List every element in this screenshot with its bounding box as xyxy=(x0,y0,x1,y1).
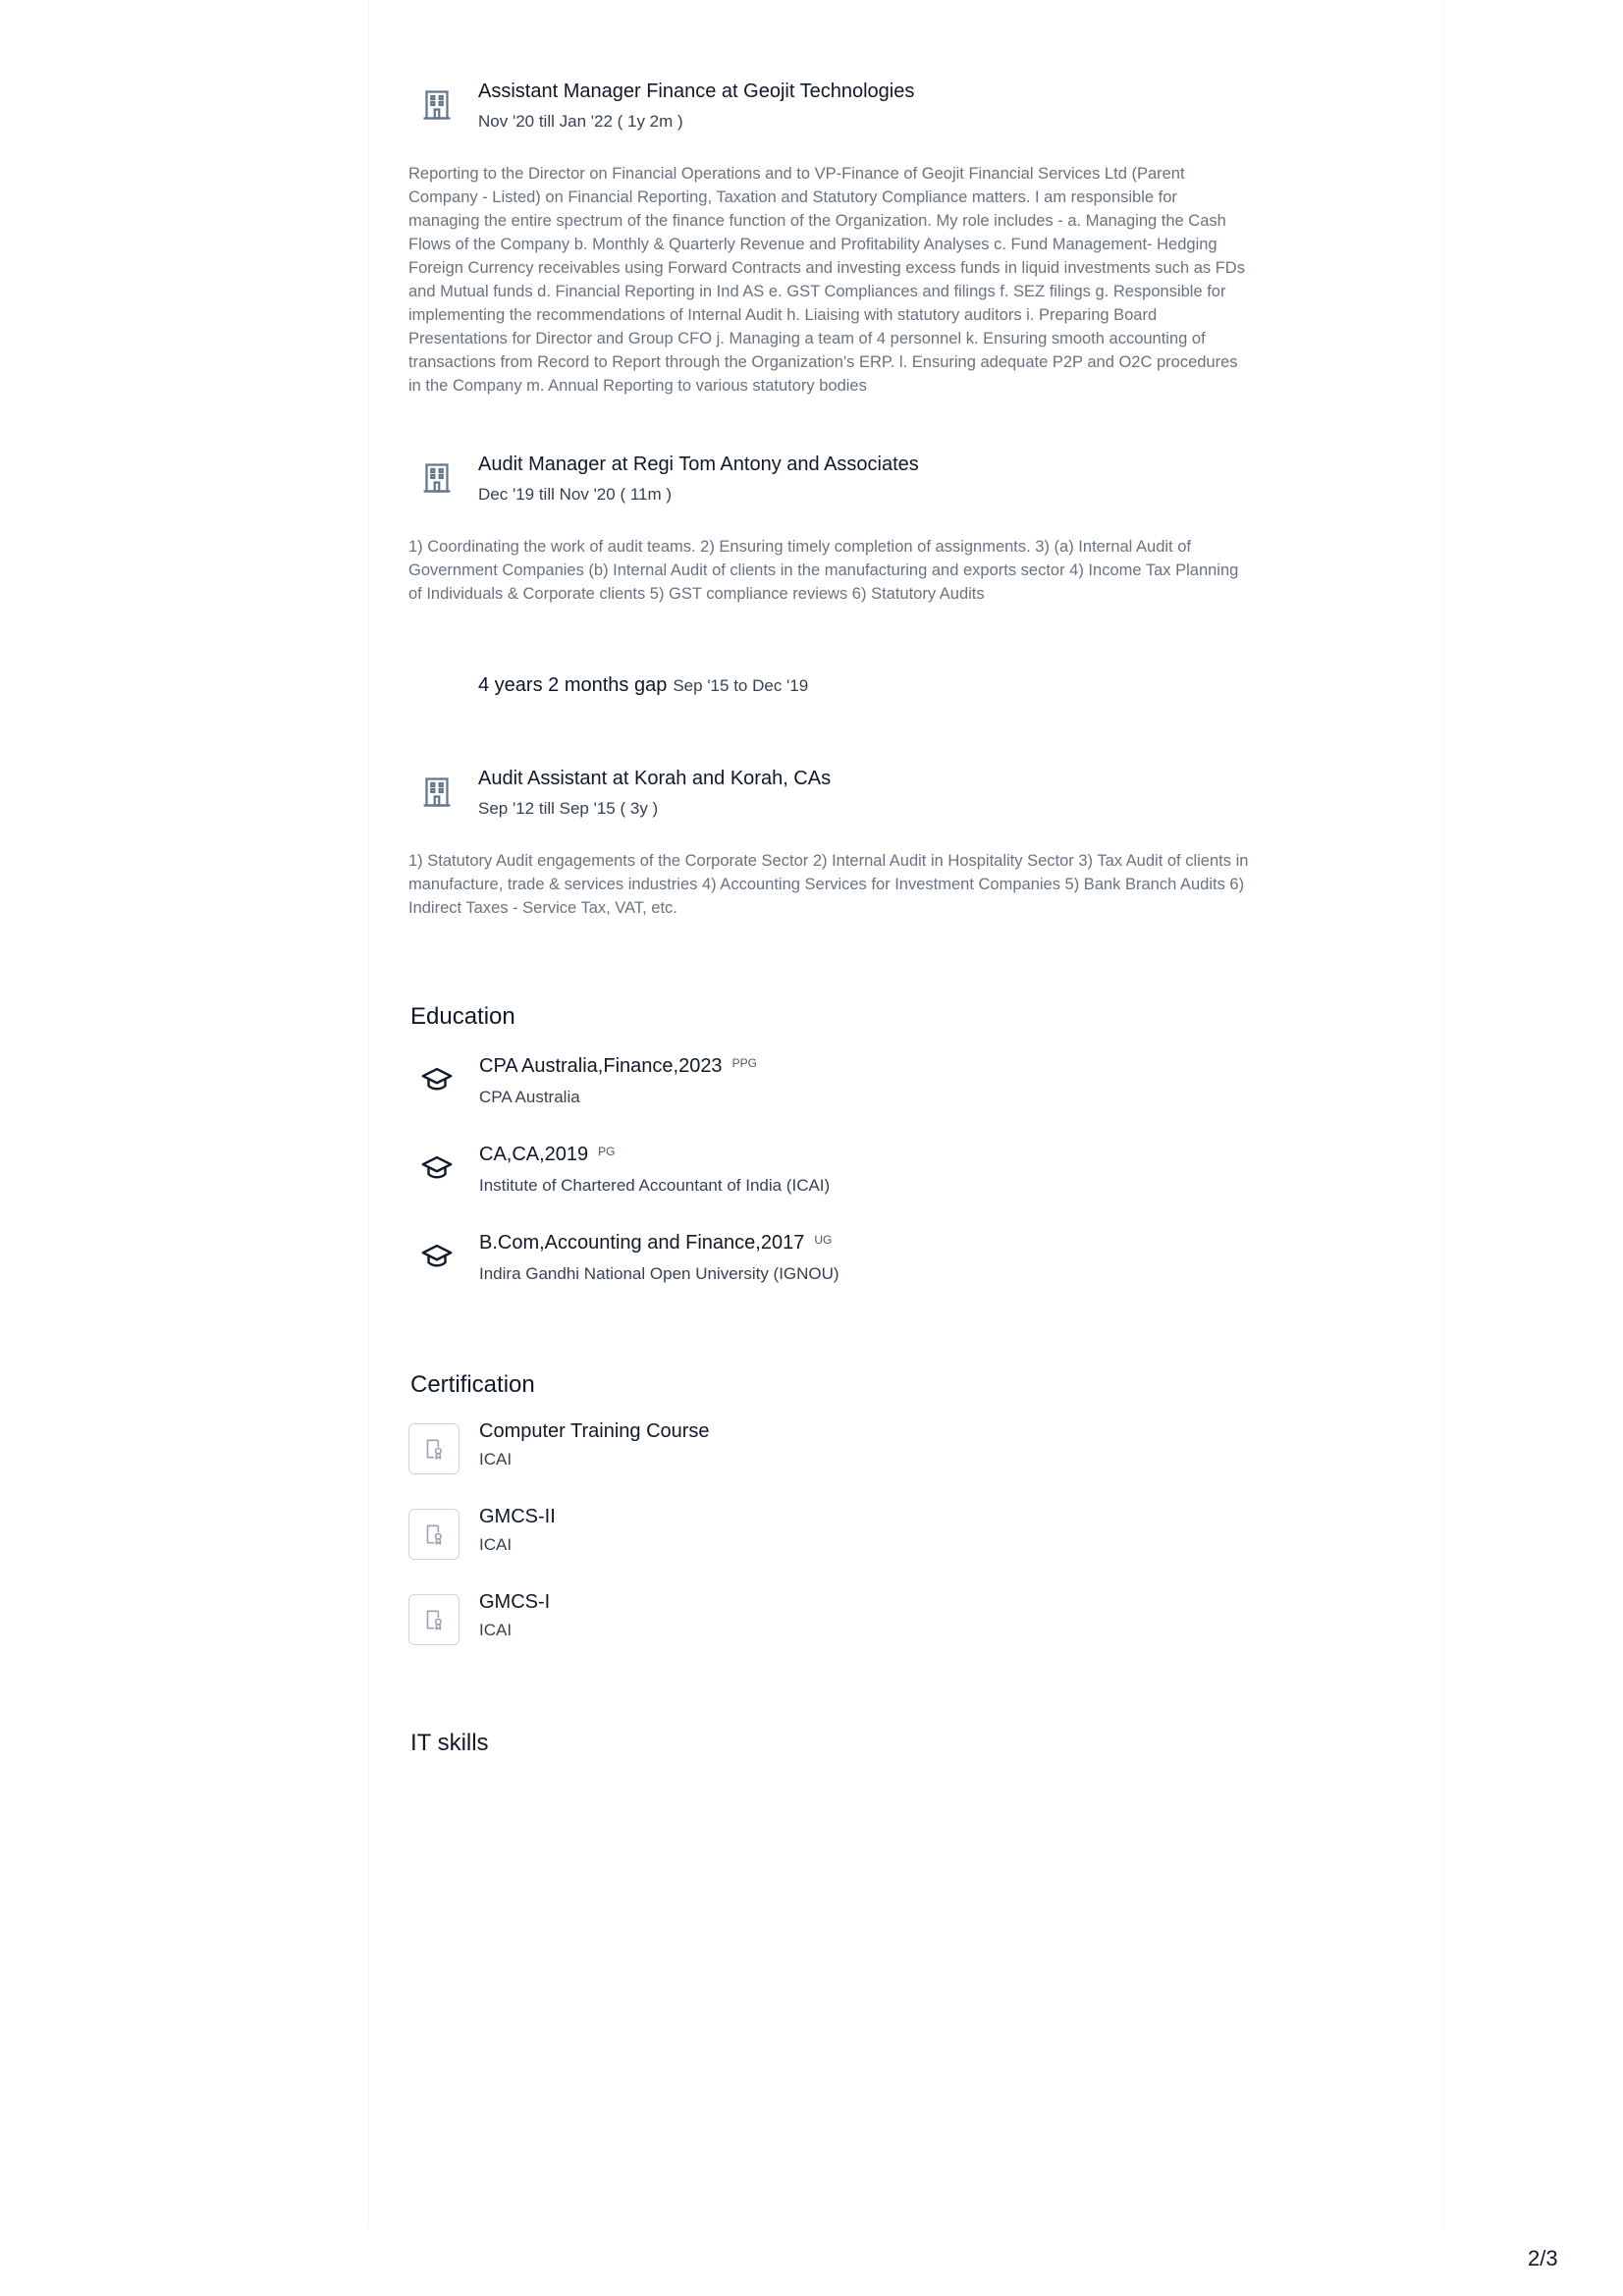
certificate-issuer: ICAI xyxy=(479,1621,513,1639)
certificate-issuer: ICAI xyxy=(479,1450,513,1468)
education-item xyxy=(479,1232,832,1255)
job-description: 1) Coordinating the work of audit teams. 2) Ensuring timely completion of assignments. 3) (a) Internal Audit of Government Companies (b) Internal Audit of clients in the manufacturing and exports sector 4) Income Tax Planning of Individuals & Corporate clients 5) GST compliance reviews 6) Statutory Audits xyxy=(408,538,1239,603)
degree-level-badge: PPG xyxy=(731,1056,757,1070)
education-item xyxy=(479,1144,616,1166)
degree-title: CPA Australia,Finance,2023 xyxy=(479,1055,723,1077)
graduation-cap-icon xyxy=(420,1150,454,1184)
job-description: Reporting to the Director on Financial Operations and to VP-Finance of Geojit Financial Services Ltd (Parent Company - Listed) on Financial Reporting, Taxation and Statutory Compliance matters. I am responsible for managing the entire spectrum of the finance function of the Organization. My role includes - a. Managing the Cash Flows of the Company b. Monthly & Quarterly Revenue and Profitability Analyses c. Fund Management- Hedging Foreign Currency receivables using Forward Contracts and investing excess funds in liquid investments such as FDs and Mutual funds d. Financial Reporting in Ind AS e. GST Compliances and filings f. SEZ filings g. Responsible for implementing the recommendations of Internal Audit h. Liaising with statutory auditors i. Preparing Board Presentations for Director and Group CFO j. Managing a team of 4 personnel k. Ensuring smooth accounting of transactions from Record to Report through the Organization's ERP. l. Ensuring adequate P2P and O2C procedures in the Company m. Annual Reporting to various statutory bodies xyxy=(408,165,1245,395)
institution-name: Institute of Chartered Accountant of India (ICAI) xyxy=(479,1176,831,1195)
education-heading: Education xyxy=(410,1003,515,1030)
job-title: Audit Assistant at Korah and Korah, CAs xyxy=(478,768,832,789)
institution-name: CPA Australia xyxy=(479,1088,580,1106)
job-dates: Dec '19 till Nov '20 ( 11m ) xyxy=(478,485,673,504)
institution-name: Indira Gandhi National Open University (IGNOU) xyxy=(479,1264,839,1283)
building-icon xyxy=(419,460,455,496)
job-description: 1) Statutory Audit engagements of the Corporate Sector 2) Internal Audit in Hospitality Sector 3) Tax Audit of clients in manufacture, trade & services industries 4) Accounting Services for Investment Companies 5) Bank Branch Audits 6) Indirect Taxes - Service Tax, VAT, etc. xyxy=(408,852,1249,917)
job-title: Audit Manager at Regi Tom Antony and Associates xyxy=(478,454,919,475)
certificate-issuer: ICAI xyxy=(479,1535,513,1554)
degree-level-badge: PG xyxy=(598,1145,616,1158)
building-icon xyxy=(419,87,455,123)
certificate-icon xyxy=(421,1436,447,1462)
certificate-icon xyxy=(421,1522,447,1547)
gap-range: Sep '15 to Dec '19 xyxy=(673,676,809,695)
certificate-icon-box xyxy=(408,1423,460,1474)
education-item xyxy=(479,1055,757,1078)
certification-heading: Certification xyxy=(410,1371,535,1398)
job-dates: Nov '20 till Jan '22 ( 1y 2m ) xyxy=(478,112,683,131)
page-number: 2/3 xyxy=(1528,2246,1558,2270)
certificate-icon xyxy=(421,1607,447,1632)
job-dates: Sep '12 till Sep '15 ( 3y ) xyxy=(478,799,659,818)
gap-label: 4 years 2 months gap xyxy=(478,674,668,696)
degree-level-badge: UG xyxy=(814,1233,833,1247)
certificate-icon-box xyxy=(408,1509,460,1560)
degree-title: CA,CA,2019 xyxy=(479,1144,589,1165)
certificate-title: Computer Training Course xyxy=(479,1420,710,1442)
graduation-cap-icon xyxy=(420,1062,454,1095)
employment-gap xyxy=(478,674,808,697)
certificate-title: GMCS-II xyxy=(479,1506,556,1527)
job-title: Assistant Manager Finance at Geojit Technologies xyxy=(478,80,915,102)
building-icon xyxy=(419,774,455,810)
graduation-cap-icon xyxy=(420,1239,454,1272)
certificate-title: GMCS-I xyxy=(479,1591,551,1613)
degree-title: B.Com,Accounting and Finance,2017 xyxy=(479,1232,805,1254)
certificate-icon-box xyxy=(408,1594,460,1645)
it-skills-heading: IT skills xyxy=(410,1730,489,1756)
